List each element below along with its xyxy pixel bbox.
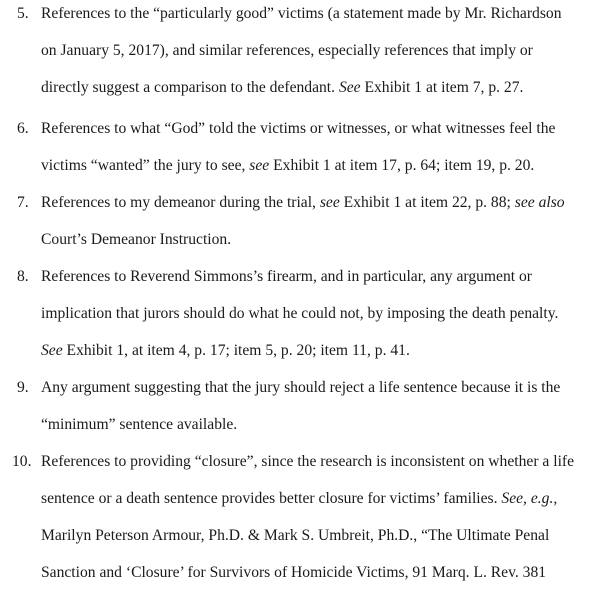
item-line (41, 527, 549, 545)
item-number: 5. (17, 5, 29, 22)
item-line (41, 79, 523, 97)
item-number: 10. (12, 453, 32, 470)
italic-text-run: See (338, 79, 361, 96)
text-run: “minimum” sentence available. (41, 416, 238, 433)
text-run: Exhibit 1 at item 22, p. 88; (339, 194, 515, 211)
item-line (41, 379, 560, 397)
text-run: directly suggest a comparison to the defendant. (41, 79, 339, 96)
italic-text-run: See, e.g., (501, 490, 558, 507)
item-line (41, 194, 565, 212)
italic-text-run: see also (514, 194, 565, 211)
item-number: 8. (17, 268, 29, 285)
text-run: victims “wanted” the jury to see, (41, 157, 250, 174)
text-run: sentence or a death sentence provides better closure for victims’ families. (41, 490, 502, 507)
text-run: References to Reverend Simmons’s firearm, and in particular, any argument or (41, 268, 532, 285)
text-run: References to what “God” told the victims or witnesses, or what witnesses feel the (41, 120, 556, 137)
item-line (41, 5, 562, 23)
item-line (41, 42, 533, 60)
item-line (41, 564, 546, 582)
text-run: implication that jurors should do what he could not, by imposing the death penalty. (41, 305, 559, 322)
text-run: Marilyn Peterson Armour, Ph.D. & Mark S. Umbreit, Ph.D., “The Ultimate Penal (41, 527, 550, 544)
item-line (41, 120, 555, 138)
text-run: Exhibit 1, at item 4, p. 17; item 5, p. 20; item 11, p. 41. (62, 342, 410, 359)
text-run: Court’s Demeanor Instruction. (41, 231, 232, 248)
item-line (41, 416, 237, 434)
text-run: References to the “particularly good” victims (a statement made by Mr. Richardson (41, 5, 562, 22)
text-run: Any argument suggesting that the jury should reject a life sentence because it is the (41, 379, 561, 396)
item-line (41, 453, 574, 471)
text-run: References to providing “closure”, since the research is inconsistent on whether a life (41, 453, 575, 470)
italic-text-run: see (319, 194, 340, 211)
item-line (41, 157, 534, 175)
italic-text-run: See (41, 342, 63, 359)
item-number: 7. (17, 194, 29, 211)
item-line (41, 268, 532, 286)
italic-text-run: see (249, 157, 270, 174)
text-run: Exhibit 1 at item 17, p. 64; item 19, p. 20. (269, 157, 535, 174)
item-line (41, 490, 557, 508)
item-line (41, 342, 410, 360)
item-number: 9. (17, 379, 29, 396)
item-line (41, 231, 231, 249)
item-line (41, 305, 558, 323)
text-run: References to my demeanor during the trial, (41, 194, 320, 211)
text-run: Sanction and ‘Closure’ for Survivors of Homicide Victims, 91 Marq. L. Rev. 381 (41, 564, 547, 581)
text-run: on January 5, 2017), and similar references, especially references that imply or (41, 42, 533, 59)
item-number: 6. (17, 120, 29, 137)
text-run: Exhibit 1 at item 7, p. 27. (360, 79, 524, 96)
